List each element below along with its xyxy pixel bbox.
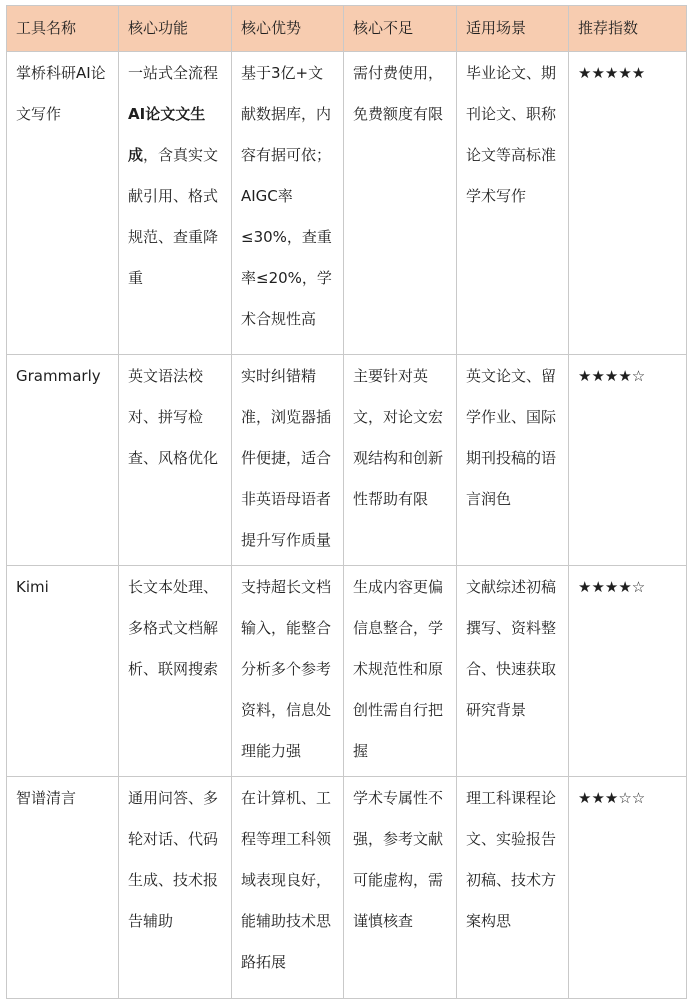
function-text-bold: AI论文文生成 xyxy=(128,105,206,164)
scenario-cell: 理工科课程论文、实验报告初稿、技术方案构思 xyxy=(457,777,569,999)
scenario-cell: 文献综述初稿撰写、资料整合、快速获取研究背景 xyxy=(457,566,569,777)
function-cell: 英文语法校对、拼写检查、风格优化 xyxy=(119,355,232,566)
table-row xyxy=(7,566,687,777)
rating-stars: ★★★★☆ xyxy=(569,355,687,566)
weakness-cell: 学术专属性不强，参考文献可能虚构，需谨慎核查 xyxy=(344,777,457,999)
table-row xyxy=(7,52,687,355)
header-rating: 推荐指数 xyxy=(569,6,687,52)
rating-stars: ★★★☆☆ xyxy=(569,777,687,999)
scenario-cell: 毕业论文、期刊论文、职称论文等高标准学术写作 xyxy=(457,52,569,355)
weakness-cell: 生成内容更偏信息整合，学术规范性和原创性需自行把握 xyxy=(344,566,457,777)
header-core-function: 核心功能 xyxy=(119,6,232,52)
rating-stars: ★★★★☆ xyxy=(569,566,687,777)
function-cell xyxy=(119,52,232,355)
function-cell: 长文本处理、多格式文档解析、联网搜索 xyxy=(119,566,232,777)
header-row xyxy=(7,6,687,52)
advantage-cell: 在计算机、工程等理工科领域表现良好，能辅助技术思路拓展 xyxy=(232,777,344,999)
rating-stars: ★★★★★ xyxy=(569,52,687,355)
function-text-post: ，含真实文献引用、格式规范、查重降重 xyxy=(128,146,219,287)
table-row xyxy=(7,777,687,999)
tool-name-cell: Kimi xyxy=(7,566,119,777)
weakness-cell: 需付费使用，免费额度有限 xyxy=(344,52,457,355)
tool-name-cell: 智谱清言 xyxy=(7,777,119,999)
advantage-cell: 支持超长文档输入，能整合分析多个参考资料，信息处理能力强 xyxy=(232,566,344,777)
function-text-pre: 一站式全流程 xyxy=(128,64,219,82)
header-core-weakness: 核心不足 xyxy=(344,6,457,52)
header-scenario: 适用场景 xyxy=(457,6,569,52)
tools-comparison-table xyxy=(6,5,687,999)
header-tool-name: 工具名称 xyxy=(7,6,119,52)
tool-name-cell: Grammarly xyxy=(7,355,119,566)
header-core-advantage: 核心优势 xyxy=(232,6,344,52)
weakness-cell: 主要针对英文，对论文宏观结构和创新性帮助有限 xyxy=(344,355,457,566)
function-cell: 通用问答、多轮对话、代码生成、技术报告辅助 xyxy=(119,777,232,999)
tool-name-cell: 掌桥科研AI论文写作 xyxy=(7,52,119,355)
advantage-cell: 基于3亿+文献数据库，内容有据可依；AIGC率≤30%，查重率≤20%，学术合规性高 xyxy=(232,52,344,355)
scenario-cell: 英文论文、留学作业、国际期刊投稿的语言润色 xyxy=(457,355,569,566)
table-row xyxy=(7,355,687,566)
advantage-cell: 实时纠错精准，浏览器插件便捷，适合非英语母语者提升写作质量 xyxy=(232,355,344,566)
